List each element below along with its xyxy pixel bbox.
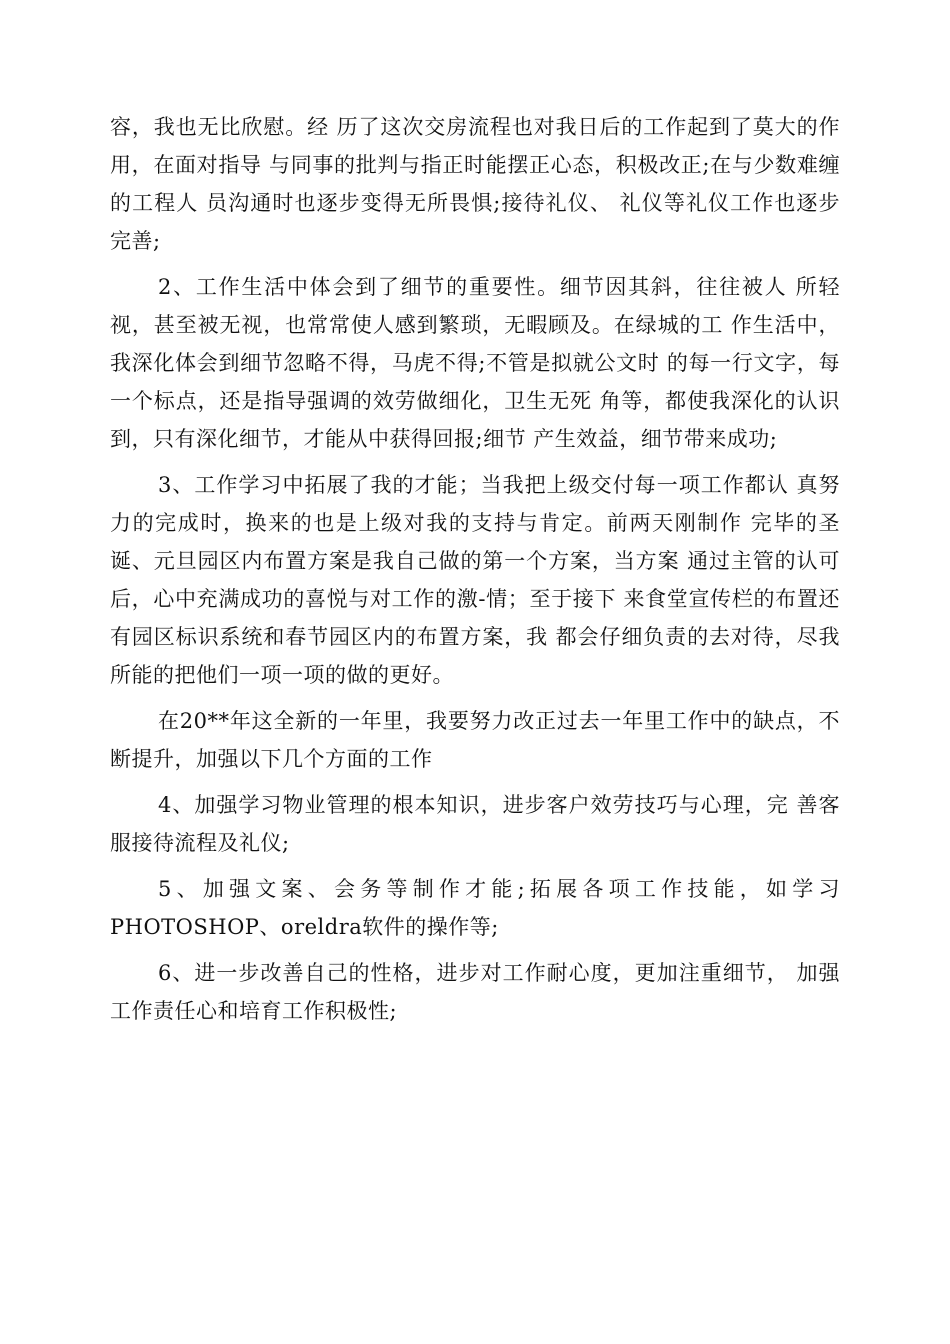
paragraph-item-4: 4、加强学习物业管理的根本知识，进步客户效劳技巧与心理，完 善客服接待流程及礼仪; (110, 793, 840, 855)
paragraph-continuation: 容，我也无比欣慰。经 历了这次交房流程也对我日后的工作起到了莫大的作用，在面对指导 与同事的批判与指正时能摆正心态，积极改正;在与少数难缠的工程人 员沟通时也逐步变得无所畏惧;接待礼仪、 礼仪等礼仪工作也逐步 完善; (110, 115, 840, 253)
paragraph-item-2: 2、工作生活中体会到了细节的重要性。细节因其斜，往往被人 所轻视，甚至被无视，也常常使人感到繁琐，无暇顾及。在绿城的工 作生活中，我深化体会到细节忽略不得，马虎不得;不管是拟就公文时 的每一行文字，每一个标点，还是指导强调的效劳做细化，卫生无死 角等，都使我深化的认识到，只有深化细节，才能从中获得回报;细节 产生效益，细节带来成功; (110, 275, 840, 451)
paragraph-item-5: 5、加强文案、会务等制作才能;拓展各项工作技能，如学习PHOTOSHOP、oreldra软件的操作等; (110, 877, 840, 939)
paragraph-new-year-plan: 在20**年这全新的一年里，我要努力改正过去一年里工作中的缺点，不断提升，加强以下几个方面的工作 (110, 709, 840, 771)
paragraph-item-3: 3、工作学习中拓展了我的才能；当我把上级交付每一项工作都认 真努力的完成时，换来的也是上级对我的支持与肯定。前两天刚制作 完毕的圣诞、元旦园区内布置方案是我自己做的第一个方案，当方案 通过主管的认可后，心中充满成功的喜悦与对工作的激-情；至于接下 来食堂宣传栏的布置还有园区标识系统和春节园区内的布置方案，我 都会仔细负责的去对待，尽我所能的把他们一项一项的做的更好。 (110, 473, 840, 687)
document-body (110, 108, 840, 1030)
paragraph-item-6: 6、进一步改善自己的性格，进步对工作耐心度，更加注重细节， 加强工作责任心和培育工作积极性; (110, 961, 840, 1023)
